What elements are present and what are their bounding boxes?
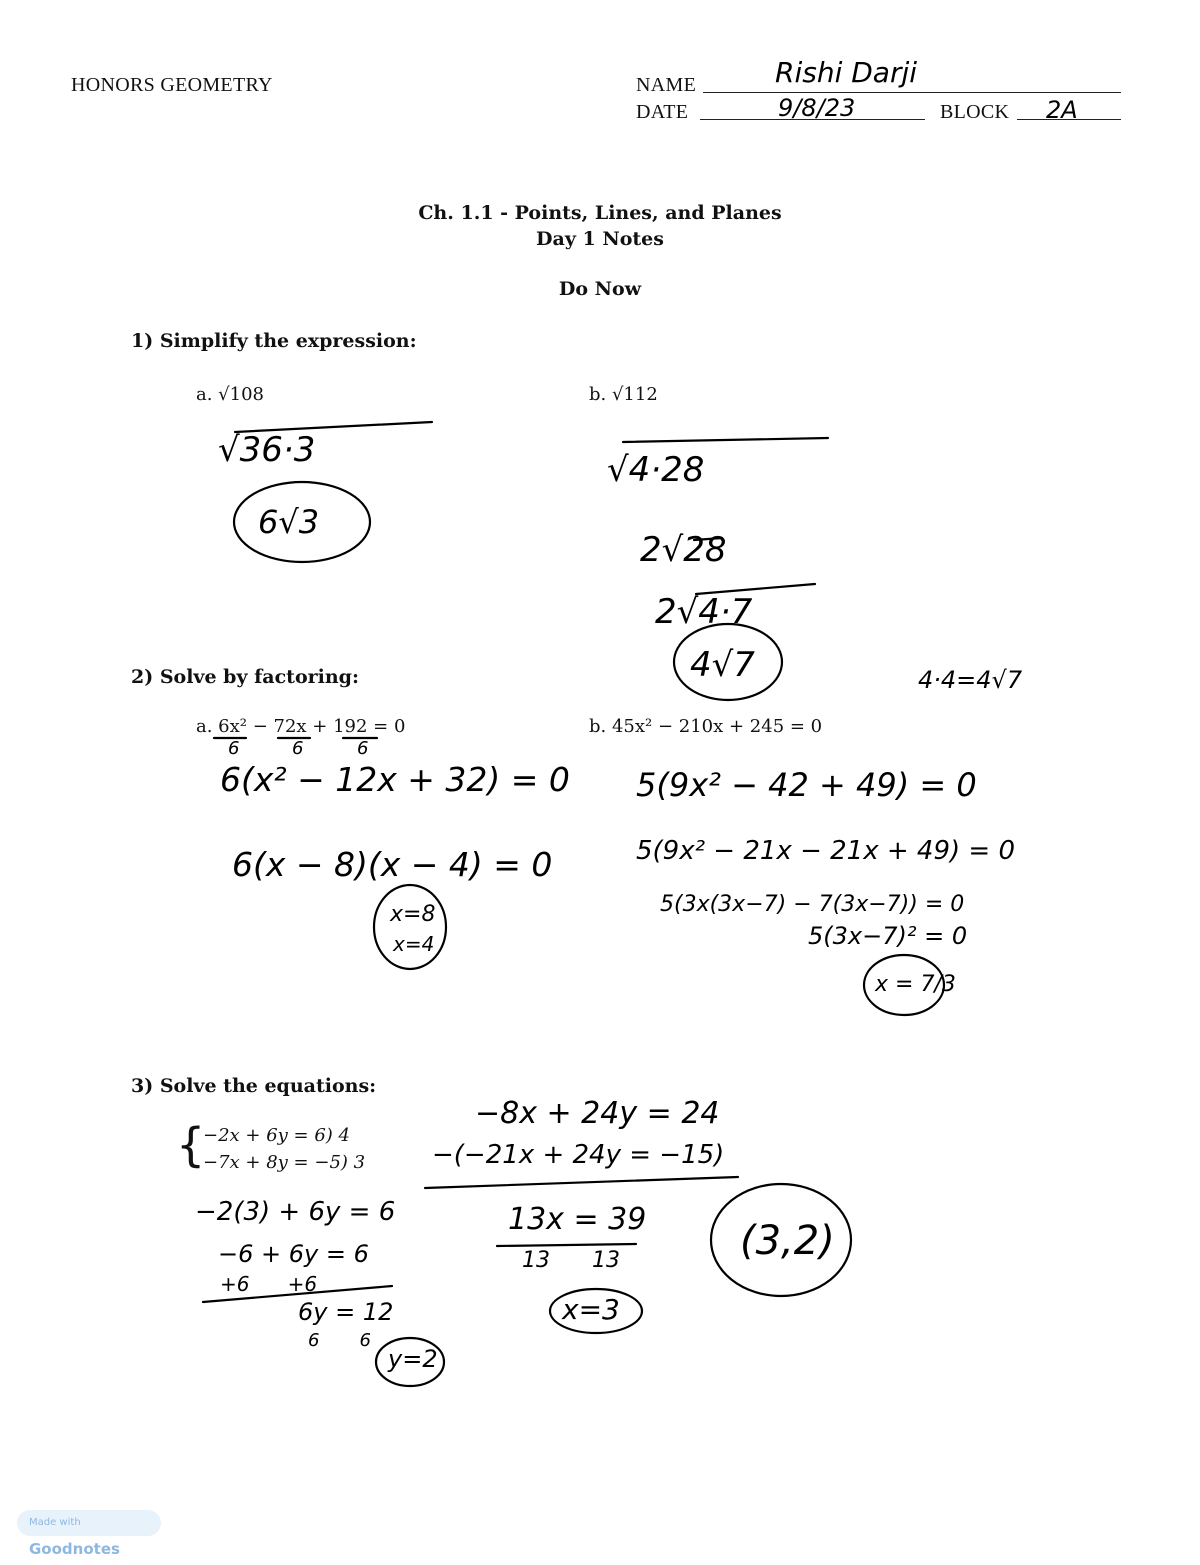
q1b-answer: 4√7	[690, 645, 755, 685]
q3-mid-division-line	[497, 1244, 636, 1246]
q1b-work-2: 2√28	[640, 530, 727, 570]
q1a-label: a. √108	[196, 384, 265, 405]
q3-left-work-3: +6 +6	[220, 1272, 318, 1296]
q1a-work-1: √36·3	[218, 430, 316, 470]
q3-mid-work-1: −8x + 24y = 24	[475, 1096, 720, 1131]
q1b-answer-circle	[674, 624, 782, 700]
q3-left-sum-line	[203, 1286, 392, 1302]
badge-small-text: Made with	[29, 1517, 81, 1528]
chapter-title: Ch. 1.1 - Points, Lines, and Planes	[418, 202, 782, 224]
q1b-radical-bar-3	[696, 584, 815, 594]
date-value: 9/8/23	[778, 94, 856, 122]
q1b-work-1: √4·28	[607, 450, 705, 490]
q3-left-work-2: −6 + 6y = 6	[218, 1240, 369, 1268]
q2a-divisor-1: 6	[228, 738, 240, 759]
q3-y-circle	[376, 1338, 444, 1386]
q2-heading: 2) Solve by factoring:	[131, 666, 359, 688]
q2a-divisor-3: 6	[357, 738, 369, 759]
q3-system-2: −7x + 8y = −5) 3	[203, 1152, 366, 1173]
q1a-radical-bar	[235, 422, 432, 432]
q1-side-note: 4·4=4√7	[918, 666, 1023, 694]
q3-left-work-1: −2(3) + 6y = 6	[195, 1197, 396, 1227]
q2a-work-1: 6(x² − 12x + 32) = 0	[220, 760, 570, 799]
q2a-answer-2: x=4	[393, 932, 435, 956]
q2a-answer-circle	[374, 885, 446, 969]
q2a-work-2: 6(x − 8)(x − 4) = 0	[232, 845, 553, 884]
q2b-work-3: 5(3x(3x−7) − 7(3x−7)) = 0	[660, 892, 965, 917]
date-label: DATE	[636, 101, 689, 123]
q1b-work-3: 2√4·7	[655, 592, 753, 632]
q3-left-work-4: 6y = 12	[298, 1298, 394, 1326]
q3-heading: 3) Solve the equations:	[131, 1075, 377, 1097]
q1a-answer-circle	[234, 482, 370, 562]
q2b-answer-circle	[864, 955, 944, 1015]
q2a-label: a. 6x² − 72x + 192 = 0	[196, 716, 406, 737]
badge-brand-text: Goodnotes	[29, 1540, 120, 1558]
q2b-label: b. 45x² − 210x + 245 = 0	[589, 716, 823, 737]
q2b-work-4: 5(3x−7)² = 0	[808, 922, 968, 950]
q3-left-work-5: 6 6	[308, 1330, 371, 1351]
q2b-work-1: 5(9x² − 42 + 49) = 0	[636, 766, 977, 804]
q1b-radical-bar-1	[623, 438, 828, 442]
q3-left-answer: y=2	[388, 1345, 438, 1373]
block-label: BLOCK	[940, 101, 1010, 123]
q1b-label: b. √112	[589, 384, 658, 405]
q3-final-answer: (3,2)	[740, 1218, 835, 1264]
day-title: Day 1 Notes	[536, 228, 664, 250]
q1-heading: 1) Simplify the expression:	[131, 330, 417, 352]
q1b-radical-bar-2	[694, 538, 722, 540]
system-brace: {	[176, 1118, 206, 1172]
q3-x-circle	[550, 1289, 642, 1333]
name-value: Rishi Darji	[775, 56, 918, 89]
goodnotes-badge	[17, 1510, 161, 1558]
q3-mid-work-4: 13 13	[522, 1248, 620, 1273]
q2a-answer-1: x=8	[390, 902, 436, 927]
q1a-answer: 6√3	[258, 503, 320, 541]
q3-mid-answer: x=3	[562, 1293, 620, 1326]
q3-system-1: −2x + 6y = 6) 4	[203, 1125, 351, 1146]
do-now-title: Do Now	[558, 278, 642, 300]
course-title: HONORS GEOMETRY	[71, 74, 273, 96]
name-label: NAME	[636, 74, 697, 96]
block-value: 2A	[1046, 96, 1078, 124]
q2a-divisor-2: 6	[292, 738, 304, 759]
q3-mid-work-3: 13x = 39	[508, 1202, 647, 1237]
q2b-answer: x = 7/3	[875, 972, 956, 997]
q2b-work-2: 5(9x² − 21x − 21x + 49) = 0	[636, 836, 1016, 866]
q3-final-circle	[711, 1184, 851, 1296]
q3-subtraction-line	[425, 1177, 738, 1188]
q3-mid-work-2: −(−21x + 24y = −15)	[432, 1140, 725, 1170]
